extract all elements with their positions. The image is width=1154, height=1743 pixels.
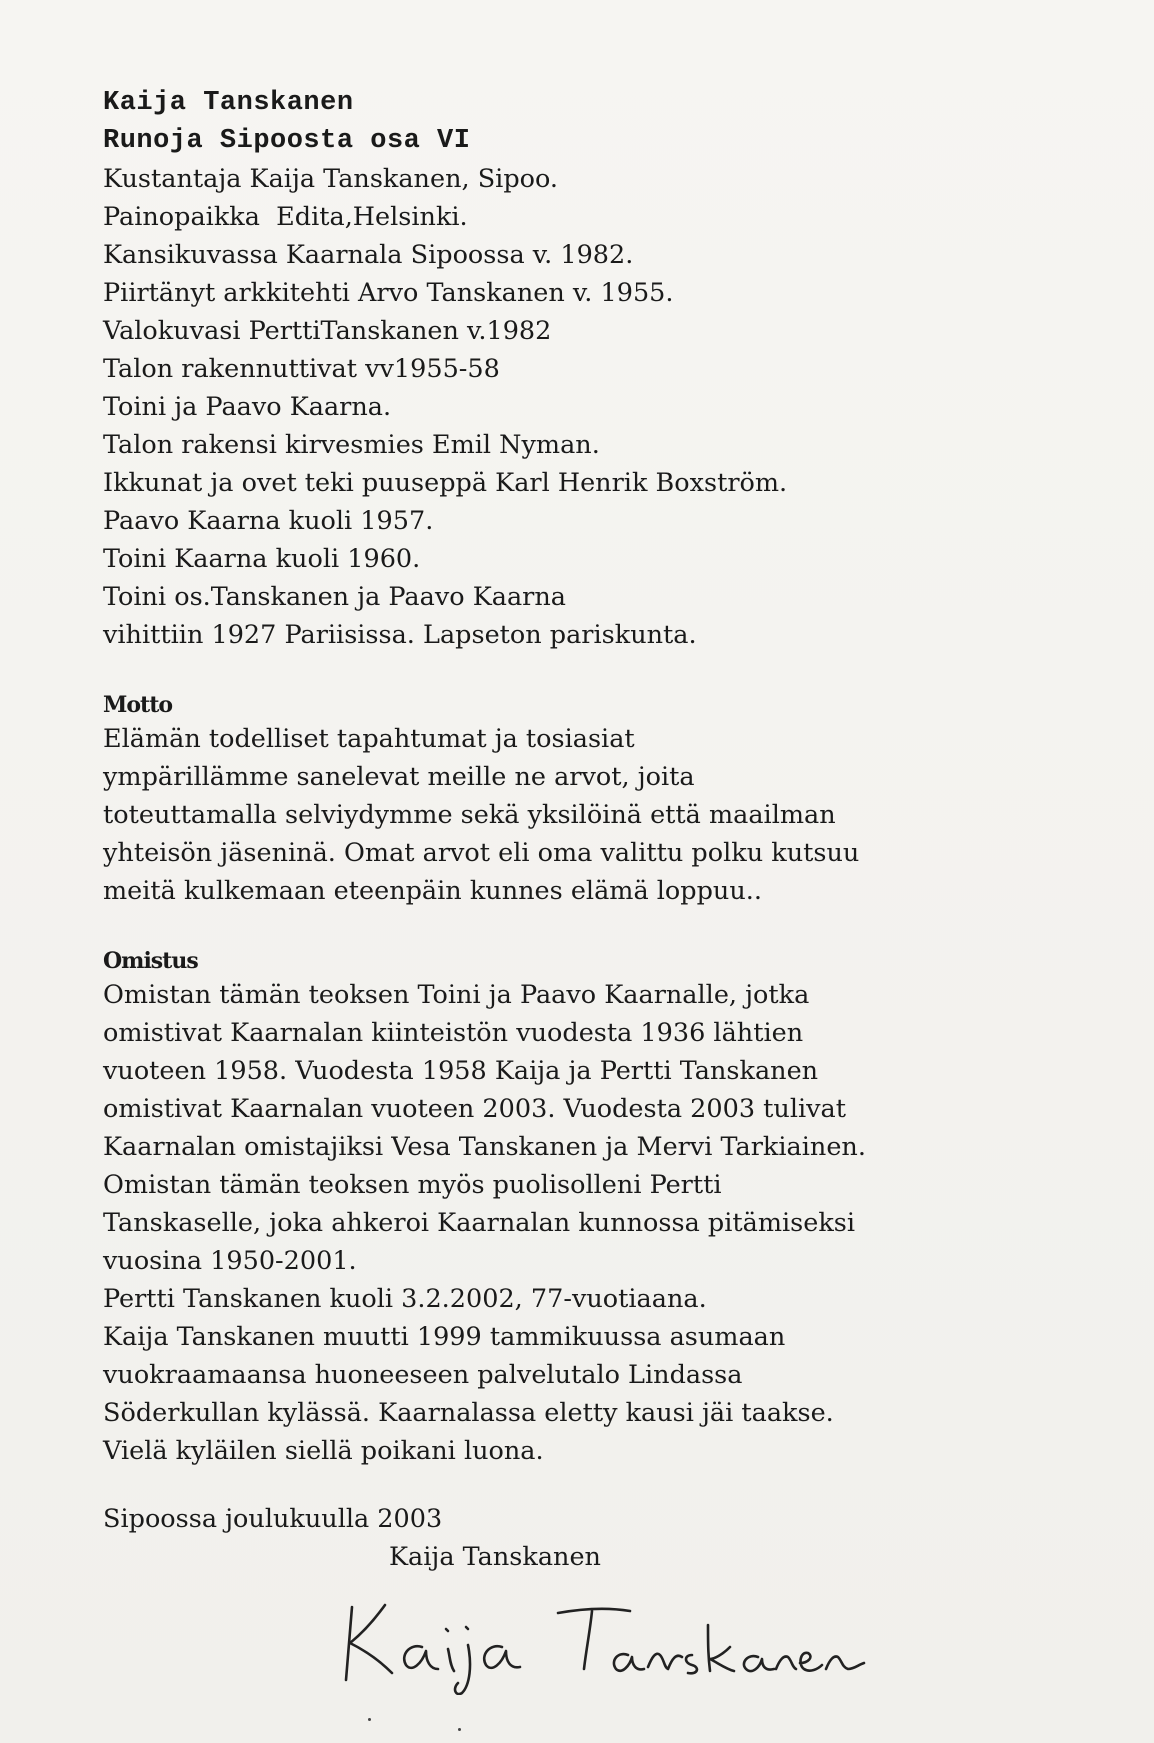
author-line: Kaija Tanskanen xyxy=(103,88,354,118)
motto-section xyxy=(103,690,1103,910)
dedication-line: Vielä kyläilen siellä poikani luona. xyxy=(103,1436,544,1466)
colophon-line: Talon rakennuttivat vv1955-58 xyxy=(103,354,500,384)
speck xyxy=(458,1728,461,1731)
colophon-line: vihittiin 1927 Pariisissa. Lapseton pariskunta. xyxy=(103,620,697,650)
speck xyxy=(368,1718,371,1721)
motto-line: toteuttamalla selviydymme sekä yksilöinä että maailman xyxy=(103,800,836,830)
colophon xyxy=(103,160,1103,654)
dedication-line: Kaija Tanskanen muutti 1999 tammikuussa asumaan xyxy=(103,1322,786,1352)
colophon-line: Valokuvasi PerttiTanskanen v.1982 xyxy=(103,316,552,346)
motto-heading: Motto xyxy=(103,692,173,718)
colophon-line: Paavo Kaarna kuoli 1957. xyxy=(103,506,434,536)
dedication-line: vuoteen 1958. Vuodesta 1958 Kaija ja Pertti Tanskanen xyxy=(103,1056,819,1086)
colophon-line: Ikkunat ja ovet teki puuseppä Karl Henrik Boxström. xyxy=(103,468,788,498)
dedication-line: Kaarnalan omistajiksi Vesa Tanskanen ja Mervi Tarkiainen. xyxy=(103,1132,866,1162)
dedication-section xyxy=(103,946,1103,1470)
place-date: Sipoossa joulukuulla 2003 xyxy=(103,1504,443,1534)
book-title: Runoja Sipoosta osa VI xyxy=(103,126,471,156)
document-body xyxy=(103,84,1103,1576)
dedication-line: Söderkullan kylässä. Kaarnalassa eletty kausi jäi taakse. xyxy=(103,1398,834,1428)
motto-line: yhteisön jäseninä. Omat arvot eli oma valittu polku kutsuu xyxy=(103,838,860,868)
dedication-line: omistivat Kaarnalan kiinteistön vuodesta 1936 lähtien xyxy=(103,1018,804,1048)
dedication-line: Omistan tämän teoksen Toini ja Paavo Kaarnalle, jotka xyxy=(103,980,810,1010)
colophon-line: Toini ja Paavo Kaarna. xyxy=(103,392,392,422)
dedication-line: vuosina 1950-2001. xyxy=(103,1246,357,1276)
motto-line: ympärillämme sanelevat meille ne arvot, joita xyxy=(103,762,695,792)
dedication-line: Tanskaselle, joka ahkeroi Kaarnalan kunnossa pitämiseksi xyxy=(103,1208,856,1238)
colophon-line: Toini os.Tanskanen ja Paavo Kaarna xyxy=(103,582,566,612)
colophon-line: Kustantaja Kaija Tanskanen, Sipoo. xyxy=(103,164,559,194)
motto-line: meitä kulkemaan eteenpäin kunnes elämä loppuu.. xyxy=(103,876,762,906)
colophon-line: Piirtänyt arkkitehti Arvo Tanskanen v. 1955. xyxy=(103,278,674,308)
colophon-line: Kansikuvassa Kaarnala Sipoossa v. 1982. xyxy=(103,240,634,270)
handwritten-signature xyxy=(330,1585,890,1695)
dedication-line: Pertti Tanskanen kuoli 3.2.2002, 77-vuotiaana. xyxy=(103,1284,707,1314)
dedication-line: omistivat Kaarnalan vuoteen 2003. Vuodesta 2003 tulivat xyxy=(103,1094,846,1124)
colophon-line: Painopaikka Edita,Helsinki. xyxy=(103,202,468,232)
colophon-line: Talon rakensi kirvesmies Emil Nyman. xyxy=(103,430,600,460)
dedication-heading: Omistus xyxy=(103,948,198,974)
motto-line: Elämän todelliset tapahtumat ja tosiasiat xyxy=(103,724,635,754)
dedication-line: Omistan tämän teoksen myös puolisolleni Pertti xyxy=(103,1170,722,1200)
colophon-line: Toini Kaarna kuoli 1960. xyxy=(103,544,421,574)
dedication-line: vuokraamaansa huoneeseen palvelutalo Lindassa xyxy=(103,1360,743,1390)
closing-name: Kaija Tanskanen xyxy=(389,1542,601,1572)
